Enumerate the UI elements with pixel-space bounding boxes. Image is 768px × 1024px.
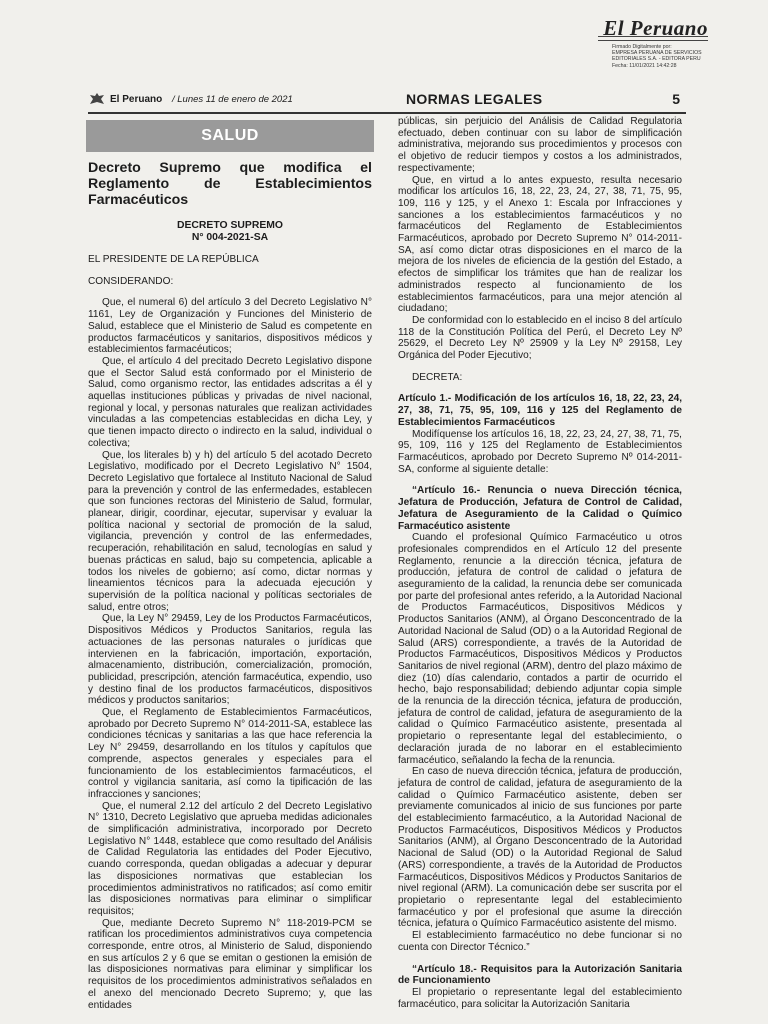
president-heading: EL PRESIDENTE DE LA REPÚBLICA bbox=[88, 254, 259, 265]
section-banner: SALUD bbox=[86, 120, 374, 152]
article-1-text: Modifíquense los artículos 16, 18, 22, 23, 24, 27, 38, 71, 75, 95, 109, 116 y 125 del Reglamento de Establecimientos Farmacéuticos, aprobado por Decreto Supremo Nº 014-2011-SA, conforme al siguiente detalle: bbox=[398, 428, 682, 475]
paragraph: Que, el Reglamento de Establecimientos Farmacéuticos, aprobado por Decreto Supremo N° 014-2011-SA, establece las condiciones técnicas y sanitarias a las que hace referencia la Ley N° 29459, desarrollando en los títulos y capítulos que comprende, aspectos generales y especiales para el funcionamiento de los establecimientos farmacéuticos, el control y vigilancia sanitaria, así como la tipificación de las infracciones y sanciones; bbox=[88, 707, 372, 800]
decree-number-line2: N° 004-2021-SA bbox=[191, 232, 269, 243]
considering-heading: CONSIDERANDO: bbox=[88, 275, 174, 287]
paragraph: De conformidad con lo establecido en el inciso 8 del artículo 118 de la Constitución Política del Perú, el Decreto Ley Nº 25629, el Decreto Ley Nº 25909 y la Ley Nº 29158, Ley Orgánica del Poder Ejecutivo; bbox=[398, 314, 682, 362]
signature-line: Fecha: 11/01/2021 14:42:28 bbox=[612, 62, 677, 69]
signature-line: Firmado Digitalmente por: bbox=[612, 44, 672, 50]
article-1-heading: Artículo 1.- Modificación de los artículos 16, 18, 22, 23, 24, 27, 38, 71, 75, 95, 109, 116 y 125 del Reglamento de Establecimientos Farmacéuticos bbox=[398, 393, 682, 428]
document-title: Decreto Supremo que modifica el Reglamento de Establecimientos Farmacéuticos bbox=[88, 160, 372, 208]
paragraph-continuation: públicas, sin perjuicio del Análisis de Calidad Regulatoria efectuado, deben continuar con su labor de simplificación administrativa, mejorando sus procedimientos y procesos con el objetivo de reducir tiempos y costos a los administrados, respectivamente; bbox=[398, 116, 682, 174]
paragraph: Que, los literales b) y h) del artículo 5 del acotado Decreto Legislativo, modificado por el Decreto Legislativo N° 1504, Decreto Legislativo que fortalece al Instituto Nacional de Salud para la prevención y control de las enfermedades, establecen que son funciones rectoras del Ministerio de Salud, formular, planear, dirigir, coordinar, ejecutar, supervisar y evaluar la política nacional y sectorial de promoción de la salud, vigilancia, prevención y control de las enfermedades, recuperación, rehabilitación en salud, tecnologías en salud y buenas prácticas en salud, bajo su competencia, aplicable a todos los niveles de gobierno; así como, dictar normas y lineamientos técnicos para la adecuada ejecución y supervisión de la política nacional y políticas sectoriales de salud, entre otros; bbox=[88, 449, 372, 613]
issue-date: / Lunes 11 de enero de 2021 bbox=[172, 94, 293, 105]
paragraph: Que, la Ley N° 29459, Ley de los Productos Farmacéuticos, Dispositivos Médicos y Productos Sanitarios, regula las actuaciones de las personas naturales o jurídicas que intervienen en la fabricación, importación, exportación, almacenamiento, distribución, comercialización, promoción, publicidad, prescripción, atención farmacéutica, expendio, uso y destino final de los productos farmacéuticos, dispositivos médicos y productos sanitarios; bbox=[88, 613, 372, 707]
left-column bbox=[88, 116, 372, 1011]
article-16-paragraph: En caso de nueva dirección técnica, jefatura de producción, jefatura de control de calidad, jefatura de aseguramiento de la calidad o Químico Farmacéutico asistente, deben ser previamente comunicados al inicio de sus funciones por parte del establecimiento farmacéutico, a la Autoridad Nacional de Productos Farmacéuticos, Dispositivos Médicos y Productos Sanitarios (ANM), al Órgano Desconcentrado de la Autoridad Nacional de Salud (OD) o la Autoridad Regional de Salud (ARS) correspondiente, a través de la Autoridad de Productos Farmacéuticos, Dispositivos Médicos y Productos Sanitarios de nivel regional (ARM). La comunicación debe ser suscrita por el propietario o representante legal del establecimiento farmacéutico y por el profesional que asume la dirección técnica, jefatura o Químico Farmacéutico asistente del mismo. bbox=[398, 766, 682, 930]
article-18-text: El propietario o representante legal del establecimiento farmacéutico, para solicitar la Autorización Sanitaria bbox=[398, 986, 682, 1010]
article-18-heading: “Artículo 18.- Requisitos para la Autorización Sanitaria de Funcionamiento bbox=[398, 963, 682, 987]
newspaper-name: El Peruano bbox=[110, 94, 163, 105]
page-header bbox=[88, 90, 686, 114]
article-16-paragraph: El establecimiento farmacéutico no debe funcionar si no cuenta con Director Técnico.” bbox=[398, 930, 682, 953]
article-16-paragraph: Cuando el profesional Químico Farmacéutico u otros profesionales comprendidos en el Artículo 12 del presente Reglamento, renuncie a la dirección técnica, jefatura de producción, jefatura de control de calidad o jefatura de aseguramiento de la calidad, la renuncia debe ser comunicada por parte del profesional antes referido, a la Autoridad Nacional de Productos Farmacéuticos, Dispositivos Médicos y Productos Sanitarios (ANM), al Órgano Desconcentrado de la Autoridad Nacional de Salud (OD) o a la Autoridad Regional de Salud (ARS) correspondiente, a través de la Autoridad de Productos Farmacéuticos, Dispositivos Médicos y Productos Sanitarios de nivel regional (ARM), dentro del plazo máximo de diez (10) días calendario, contados a partir de ocurrido el hecho, bajo responsabilidad; debiendo adjuntar copia simple de la renuncia de la dirección técnica, jefatura de producción, jefatura de control de calidad, jefatura de aseguramiento de la calidad o Químico Farmacéutico asistente, presentada al propietario o representante legal del establecimiento, o declaración jurada de no laborar en el establecimiento farmacéutico, señalando la fecha de la renuncia. bbox=[398, 532, 682, 766]
decreta-heading: DECRETA: bbox=[412, 371, 463, 383]
paragraph: Que, el numeral 2.12 del artículo 2 del Decreto Legislativo N° 1310, Decreto Legislativo que aprueba medidas adicionales de simplificación administrativa, incorporado por Decreto Legislativo N° 1448, establece que como resultado del Análisis de Calidad Regulatoria las entidades del Poder Ejecutivo, cuando corresponda, quedan obligadas a adecuar y depurar las disposiciones normativas que establecian los procedimientos administrativos no ratificados; así como emitir las disposiciones normativas para eliminar o simplificar requisitos; bbox=[88, 800, 372, 917]
page-number: 5 bbox=[672, 91, 680, 107]
digital-signature bbox=[612, 44, 762, 69]
paragraph: Que, el artículo 4 del precitado Decreto Legislativo dispone que el Sector Salud está conformado por el Ministerio de Salud, como organismo rector, las entidades adscritas a él y aquellas instituciones públicas y privadas de nivel nacional, regional y local, y personas naturales que realizan actividades vinculadas a las competencias establecidas en dicha Ley, y que tienen impacto directo o indirecto en la salud, individual o colectiva; bbox=[88, 355, 372, 449]
right-column bbox=[398, 116, 682, 1010]
paragraph: Que, mediante Decreto Supremo N° 118-2019-PCM se ratifican los procedimientos administrativos cuya competencia corresponde, entre otros, al Ministerio de Salud, disponiendo en sus artículos 2 y 6 que se emitan o gestionen la emisión de las disposiciones normativas para eliminar y simplificar los requisitos de los procedimientos administrativos señalados en el anexo del mencionado Decreto Supremo; y, que las entidades bbox=[88, 917, 372, 1011]
signature-line: EMPRESA PERUANA DE SERVICIOS bbox=[612, 50, 702, 57]
decree-number-line1: DECRETO SUPREMO bbox=[176, 220, 284, 231]
paragraph: Que, en virtud a lo antes expuesto, resulta necesario modificar los artículos 16, 18, 22, 23, 24, 27, 38, 71, 75, 95, 109, 116 y 125, y el Anexo 1: Escala por Infracciones y sanciones a los establecimientos farmacéuticos y no farmacéuticos del Reglamento de Establecimientos Farmacéuticos, aprobado por Decreto Supremo N° 014-2011-SA, así como dictar otras disposiciones en el marco de la mejora de los niveles de eficiencia de la gestión del Estado, a efectos de simplificar los trámites que han de realizar los administrados respecto al funcionamiento de los establecimientos farmacéuticos, para una mejor atención al ciudadano; bbox=[398, 174, 682, 315]
coat-of-arms-icon bbox=[88, 92, 106, 108]
article-16-heading: “Artículo 16.- Renuncia o nueva Dirección técnica, Jefatura de Producción, Jefatura de Control de Calidad, Jefatura de Aseguramiento de la Calidad o Químico Farmacéutico asistente bbox=[398, 485, 682, 532]
masthead-rule bbox=[598, 36, 708, 41]
signature-line: EDITORIALES S.A. - EDITORA PERU bbox=[612, 56, 701, 63]
paragraph: Que, el numeral 6) del artículo 3 del Decreto Legislativo N° 1161, Ley de Organización y Funciones del Ministerio de Salud, establece que el Ministerio de Salud es competente en productos farmacéuticos y sanitarios, dispositivos médicos y establecimientos farmacéuticos; bbox=[88, 297, 372, 356]
section-title: NORMAS LEGALES bbox=[406, 91, 543, 107]
masthead-logo: El Peruano bbox=[603, 16, 708, 40]
